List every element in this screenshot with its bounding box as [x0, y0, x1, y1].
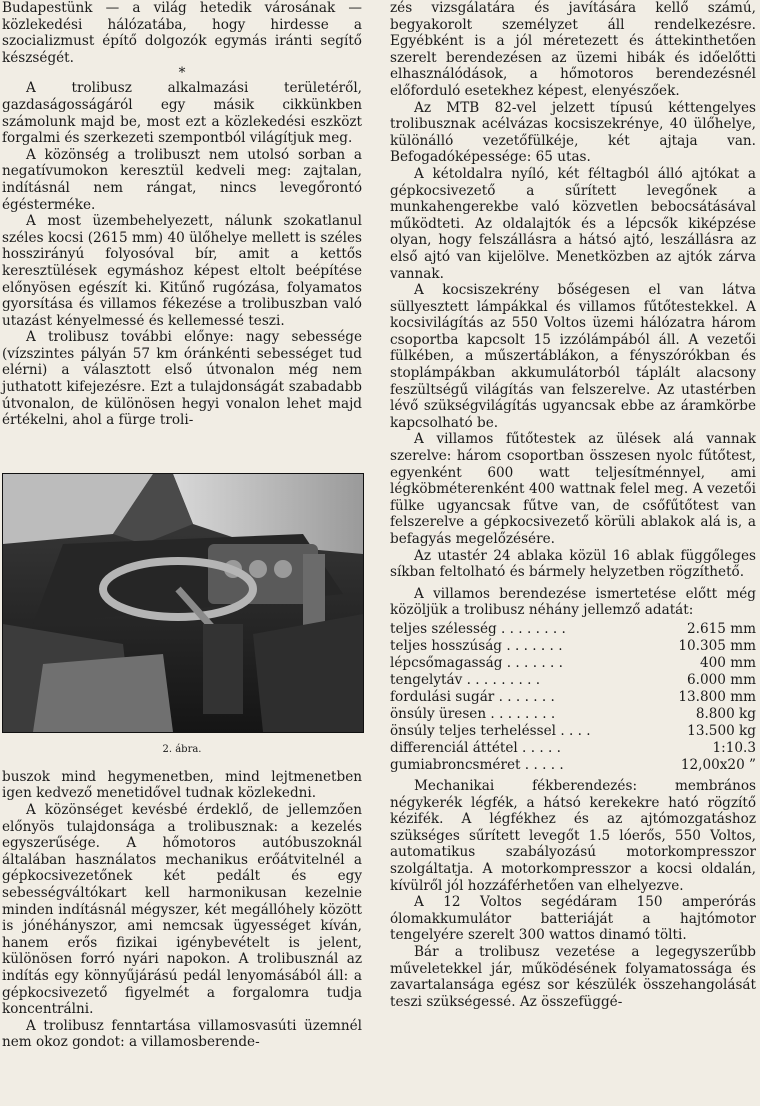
spec-value: 12,00x20 ”	[680, 756, 756, 773]
specs-table	[390, 621, 756, 774]
spec-dots: . . . . .	[522, 739, 561, 756]
left-column	[2, 0, 362, 1051]
spec-label: gumiabroncsméret	[390, 756, 521, 773]
spec-value: 400 mm	[699, 654, 756, 671]
paragraph: Budapestünk — a világ hetedik városának — közlekedési hálózatába, hogy hirdesse a szocializmust építő dolgozók egymás iránti segítő készségét.	[2, 0, 362, 66]
spec-dots: . . . . . . .	[506, 654, 563, 671]
paragraph: buszok mind hegymenetben, mind lejtmenetben igen kedvező menetidővel tudnak közlekedni.	[2, 768, 362, 802]
spec-dots: . . . . . . . .	[490, 705, 556, 722]
spec-label: fordulási sugár	[390, 688, 495, 705]
paragraph: A kétoldalra nyíló, két féltagból álló ajtókat a gépkocsivezető a sűrített levegőnek a munkahengerekbe való közvetlen bebocsátásával működteti. Az oldalajtók és a lépcsők kiképzése olyan, hogy felszállásra a hátsó ajtó, leszállásra az első ajtó van kijelölve. Menetközben az ajtók zárva vannak.	[390, 165, 756, 282]
paragraph: Mechanikai fékberendezés: membrános négykerék légfék, a hátsó kerekekre ható rögzítő kézifék. A légfékhez és az ajtómozgatáshoz szükséges sűrített levegőt 1.5 lóerős, 550 Voltos, automatikus szabályozású motorkompresszor szolgáltatja. A motorkompresszor a kocsi oldalán, kívülről jól hozzáférhetően van elhelyezve.	[390, 777, 756, 894]
spec-value: 13.800 mm	[678, 688, 756, 705]
spec-dots: . . . . . . . . .	[466, 671, 541, 688]
right-column	[390, 0, 756, 1010]
table-row	[390, 706, 756, 723]
paragraph: A közönséget kevésbé érdeklő, de jellemzően előnyös tulajdonsága a trolibusznak: a kezelés egyszerűsége. A hőmotoros autóbuszoknál általában használatos mechanikus erőátvitelnél a gépkocsivezetőnek két pedált és egy sebességváltókart kell harmonikusan kezelnie minden indításnál mégyszer, két megállóhely között is jónéhányszor, ami nemcsak ügyességet kíván, hanem erős fizikai igénybevételt is jelent, különösen forró nyári napokon. A trolibusznál az indítás egy könnyűjárású pedál lenyomásából áll: a gépkocsivezető figyelmét a forgalomra tudja koncentrálni.	[2, 802, 362, 1018]
paragraph: A trolibusz fenntartása villamosvasúti üzemnél nem okoz gondot: a villamosberende-	[2, 1017, 362, 1051]
spec-label: önsúly üresen	[390, 705, 487, 722]
paragraph: A villamos berendezése ismertetése előtt még közöljük a trolibusz néhány jellemző adatát:	[390, 585, 756, 619]
spec-value: 8.800 kg	[695, 705, 756, 722]
paragraph: A trolibusz további előnye: nagy sebessége (vízszintes pályán 57 km óránkénti sebességet tud elérni) a választott első útvonalon még nem juthatott kifejezésre. Ezt a tulajdonságát szabadabb útvonalon, de különösen hegyi vonalon lehet majd értékelni, ahol a fürge troli-	[2, 329, 362, 429]
paragraph: A közönség a trolibuszt nem utolsó sorban a negatívumokon keresztül kedveli meg: zajtalan, indításnál nem rángat, nincs levegőrontó égésterméke.	[2, 146, 362, 213]
spec-dots: . . . . . . . .	[501, 620, 566, 637]
spec-label: önsúly teljes terheléssel	[390, 722, 556, 739]
table-row	[390, 672, 756, 689]
table-row	[390, 723, 756, 740]
spec-value: 6.000 mm	[686, 671, 756, 688]
spec-label: differenciál áttétel	[390, 739, 518, 756]
paragraph: A kocsiszekrény bőségesen el van látva süllyesztett lámpákkal és villamos fűtőtestekkel. A kocsivilágítás az 550 Voltos üzemi hálózatra három csoportba kapcsolt 15 izzólámpából áll. A vezetői fülkében, a műszertáblákon, a fényszórókban és stoplámpákban akkumulátorból táplált alacsony feszültségű világítás van felszerelve. Az utastérben lévő szükségvilágítás ugyancsak ebbe az áramkörbe kapcsolható be.	[390, 282, 756, 431]
paragraph: zés vizsgálatára és javítására kellő számú, begyakorolt személyzet áll rendelkezésre. Egyébként is a jól méretezett és áttekinthetően szerelt berendezésen az üzemi hibák és időelőtti elhasználódások, a hőmotoros berendezésnél előforduló esetekhez képest, elenyészőek.	[390, 0, 756, 99]
table-row	[390, 655, 756, 672]
spec-value: 2.615 mm	[686, 620, 756, 637]
paragraph: Az MTB 82-vel jelzett típusú kéttengelyes trolibusznak acélvázas kocsiszekrénye, 40 ülőhelye, különálló vezetőfülkéje, két ajtaja van. Befogadóképessége: 65 utas.	[390, 99, 756, 166]
spec-value: 13.500 kg	[687, 722, 756, 739]
spec-label: lépcsőmagasság	[390, 654, 503, 671]
table-row	[390, 740, 756, 757]
paragraph: Az utastér 24 ablaka közül 16 ablak függőleges síkban feltolható és bármely helyzetben rögzíthető.	[390, 547, 756, 581]
spec-dots: . . . . . . .	[498, 688, 555, 705]
table-row	[390, 621, 756, 638]
spec-dots: . . . . . . .	[506, 637, 563, 654]
spec-dots: . . . . .	[524, 756, 564, 773]
paragraph: A 12 Voltos segédáram 150 amperórás ólomakkumulátor batteriáját a hajtómotor tengelyére szerelt 300 wattos dinamó tölti.	[390, 894, 756, 944]
spec-dots: . . . .	[560, 722, 591, 739]
cab-photo-illustration	[3, 474, 363, 732]
figure	[2, 473, 362, 757]
table-row	[390, 689, 756, 706]
spec-label: tengelytáv	[390, 671, 463, 688]
table-row	[390, 757, 756, 774]
spec-label: teljes szélesség	[390, 620, 497, 637]
table-row	[390, 638, 756, 655]
trolleybus-cab-photo	[2, 473, 364, 733]
spec-label: teljes hosszúság	[390, 637, 503, 654]
spec-value: 1:10.3	[712, 739, 756, 756]
paragraph: A most üzembehelyezett, nálunk szokatlanul széles kocsi (2615 mm) 40 ülőhelye mellett is széles hosszirányú folyosóval bír, amit a kettős keresztülések egymáshoz képest eltolt beépítése előnyösen egészít ki. Kitűnő rugózása, folyamatos gyorsítása és villamos fékezése a trolibuszban való utazást kényelmessé és kellemessé teszi.	[2, 213, 362, 329]
spec-value: 10.305 mm	[678, 637, 756, 654]
paragraph: A trolibusz alkalmazási területéről, gazdaságosságáról egy másik cikkünkben számolunk majd be, most ezt a közlekedési eszközt forgalmi és szerkezeti szempontból világítjuk meg.	[2, 80, 362, 147]
paragraph: Bár a trolibusz vezetése a legegyszerűbb műveletekkel jár, működésének folyamatossága és zavartalansága egész sor készülék összehangolását teszi szükségessé. Az összefüggé-	[390, 943, 756, 1010]
figure-caption: 2. ábra.	[162, 743, 202, 755]
section-separator: *	[178, 65, 186, 82]
paragraph: A villamos fűtőtestek az ülések alá vannak szerelve: három csoportban összesen nyolc fűtőtest, egyenként 600 watt teljesítménnyel, ami légköbméterenként 400 wattnak felel meg. A vezetői fülke ugyancsak fűtve van, de csőfűtőtest van felszerelve a gépkocsivezető körüli ablakok alá is, a befagyás megelőzésére.	[390, 431, 756, 547]
